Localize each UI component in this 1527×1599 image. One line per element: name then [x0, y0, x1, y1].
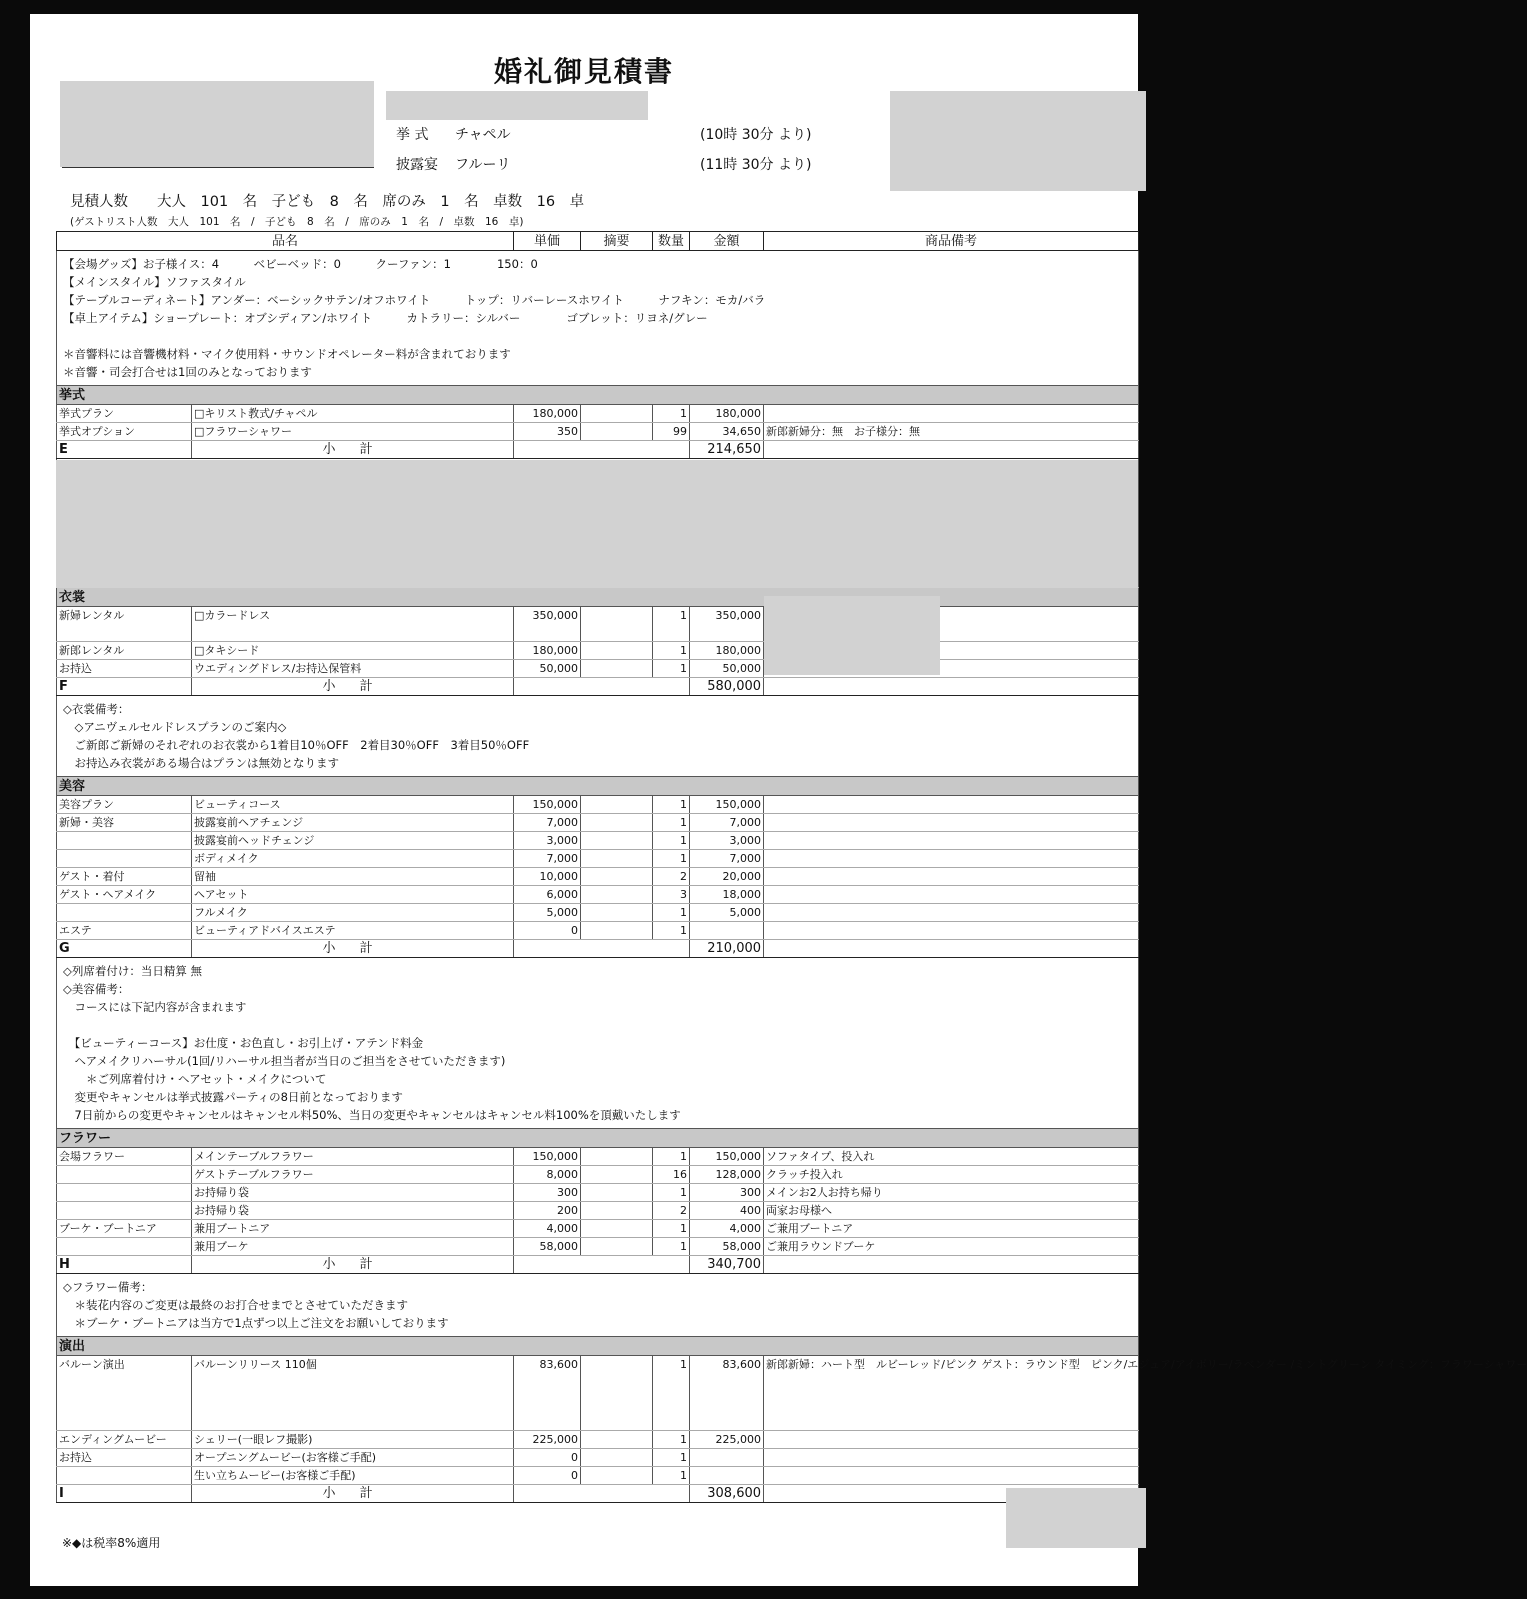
row-remark: クラッチ投入れ	[764, 1166, 1139, 1184]
row-remark	[764, 868, 1139, 886]
row-remark	[764, 796, 1139, 814]
ceremony-venue: チャペル	[455, 127, 511, 143]
row-category: エンディングムービー	[57, 1431, 192, 1449]
row-quantity: 1	[653, 1148, 690, 1166]
row-quantity: 1	[653, 922, 690, 940]
row-amount: 180,000	[690, 405, 764, 423]
tax-footnote: ※◆は税率8%適用	[62, 1536, 161, 1550]
row-category: エステ	[57, 922, 192, 940]
row-amount: 180,000	[690, 642, 764, 660]
table-row	[57, 660, 1139, 678]
table-row	[57, 1220, 1139, 1238]
col-header: 金額	[690, 232, 764, 251]
row-unit-price: 150,000	[514, 796, 581, 814]
reception-label: 披露宴	[396, 157, 438, 173]
table-row	[57, 1431, 1139, 1449]
row-summary	[581, 423, 653, 441]
row-summary	[581, 405, 653, 423]
redacted-block	[60, 81, 374, 167]
row-unit-price: 180,000	[514, 642, 581, 660]
row-category: ブーケ・ブートニア	[57, 1220, 192, 1238]
row-remark: ご兼用ラウンドブーケ	[764, 1238, 1139, 1256]
row-summary	[581, 1184, 653, 1202]
row-category	[57, 1202, 192, 1220]
row-amount: 400	[690, 1202, 764, 1220]
row-quantity: 1	[653, 1449, 690, 1467]
redacted-block	[764, 596, 940, 675]
row-remark	[764, 1467, 1139, 1485]
table-row	[57, 607, 1139, 642]
row-summary	[581, 850, 653, 868]
row-summary	[581, 607, 653, 642]
row-summary	[581, 886, 653, 904]
row-unit-price: 350,000	[514, 607, 581, 642]
row-quantity: 1	[653, 904, 690, 922]
row-quantity: 99	[653, 423, 690, 441]
row-summary	[581, 1220, 653, 1238]
table-row	[57, 1202, 1139, 1220]
row-amount: 58,000	[690, 1238, 764, 1256]
row-category: お持込	[57, 1449, 192, 1467]
row-item: □フラワーシャワー	[192, 423, 514, 441]
row-quantity: 1	[653, 660, 690, 678]
row-quantity: 1	[653, 1184, 690, 1202]
section-title: フラワー	[57, 1129, 1139, 1148]
row-quantity: 1	[653, 1220, 690, 1238]
row-category: ゲスト・ヘアメイク	[57, 886, 192, 904]
row-item: バルーンリリース 110個	[192, 1356, 514, 1431]
ceremony-time: (10時 30分 より)	[700, 127, 812, 143]
row-remark	[764, 1431, 1139, 1449]
section-title: 挙式	[57, 386, 1139, 405]
row-amount	[690, 922, 764, 940]
row-unit-price: 150,000	[514, 1148, 581, 1166]
redacted-block	[56, 460, 1138, 588]
subtotal-label: F	[57, 678, 192, 696]
row-category: お持込	[57, 660, 192, 678]
row-unit-price: 6,000	[514, 886, 581, 904]
col-header: 商品備考	[764, 232, 1139, 251]
redacted-block	[386, 91, 648, 120]
row-summary	[581, 1148, 653, 1166]
row-unit-price: 8,000	[514, 1166, 581, 1184]
row-summary	[581, 660, 653, 678]
row-amount: 83,600	[690, 1356, 764, 1431]
row-item: □キリスト教式/チャペル	[192, 405, 514, 423]
row-category: 新婦レンタル	[57, 607, 192, 642]
subtotal-remark	[764, 678, 1139, 696]
subtotal-row	[57, 940, 1139, 958]
table-row	[57, 814, 1139, 832]
row-summary	[581, 1431, 653, 1449]
subtotal-caption: 小 計	[192, 940, 514, 958]
redacted-block	[890, 91, 1146, 191]
table-row	[57, 1238, 1139, 1256]
row-category: 会場フラワー	[57, 1148, 192, 1166]
row-item: フルメイク	[192, 904, 514, 922]
row-summary	[581, 1467, 653, 1485]
table-row	[57, 1356, 1139, 1431]
subtotal-row	[57, 1485, 1139, 1503]
row-category	[57, 904, 192, 922]
guest-counts-sub: (ゲストリスト人数 大人 101 名 / 子ども 8 名 / 席のみ 1 名 / 卓数 16 卓)	[70, 216, 524, 228]
document-title: 婚礼御見積書	[493, 55, 674, 88]
row-summary	[581, 1449, 653, 1467]
row-remark	[764, 1449, 1139, 1467]
reception-time: (11時 30分 より)	[700, 157, 812, 173]
row-amount: 150,000	[690, 1148, 764, 1166]
row-amount	[690, 1467, 764, 1485]
row-amount: 4,000	[690, 1220, 764, 1238]
col-header: 品名	[57, 232, 514, 251]
section-kyoshiki	[57, 386, 1139, 405]
row-amount: 350,000	[690, 607, 764, 642]
col-header: 単価	[514, 232, 581, 251]
section-notes: ◇フラワー備考： ＊装花内容のご変更は最終のお打合せまでとさせていただきます ＊ブーケ・ブートニアは当方で1点ずつ以上ご注文をお願いしております	[57, 1274, 1139, 1337]
row-unit-price: 0	[514, 1449, 581, 1467]
row-category	[57, 1467, 192, 1485]
table-row	[57, 1166, 1139, 1184]
subtotal-row	[57, 678, 1139, 696]
table-row	[57, 886, 1139, 904]
row-remark: 新郎新婦：ハート型 ルビーレッド/ピンク ゲスト：ラウンド型 ピンク/エジュア/アイボリー/ラベンダー /ミントグリーン タイミング：フラワーシャワー	[764, 1356, 1139, 1431]
row-amount: 225,000	[690, 1431, 764, 1449]
section-notes: ◇列席着付け：当日精算 無 ◇美容備考： コースには下記内容が含まれます 【ビューティーコース】お仕度・お色直し・お引上げ・アテンド料金 ヘアメイクリハーサル(1回/リハーサル担当者が当日のご担当をさせていただきます) ＊ご列席着付け・ヘアセット・メイクについて 変更やキャンセルは挙式披露パーティの8日前となっております 7日前からの変更やキャンセルはキャンセル料50%、当日の変更やキャンセルはキャンセル料100%を頂戴いたします	[57, 958, 1139, 1129]
table-row	[57, 405, 1139, 423]
row-unit-price: 0	[514, 922, 581, 940]
row-unit-price: 4,000	[514, 1220, 581, 1238]
ceremony-label: 挙 式	[396, 127, 429, 143]
row-amount: 50,000	[690, 660, 764, 678]
row-remark	[764, 850, 1139, 868]
row-quantity: 16	[653, 1166, 690, 1184]
row-quantity: 2	[653, 868, 690, 886]
row-item: ウエディングドレス/お持込保管料	[192, 660, 514, 678]
table-row	[57, 796, 1139, 814]
subtotal-remark	[764, 1256, 1139, 1274]
row-unit-price: 200	[514, 1202, 581, 1220]
table-row	[57, 922, 1139, 940]
intro-notes-row	[57, 251, 1139, 386]
row-item: ボディメイク	[192, 850, 514, 868]
row-item: ヘアセット	[192, 886, 514, 904]
row-item: シェリー(一眼レフ撮影)	[192, 1431, 514, 1449]
row-category	[57, 832, 192, 850]
row-summary	[581, 796, 653, 814]
row-unit-price: 58,000	[514, 1238, 581, 1256]
row-quantity: 1	[653, 1356, 690, 1431]
row-quantity: 1	[653, 607, 690, 642]
row-amount: 150,000	[690, 796, 764, 814]
section-title: 演出	[57, 1337, 1139, 1356]
row-category	[57, 850, 192, 868]
row-unit-price: 50,000	[514, 660, 581, 678]
row-remark	[764, 832, 1139, 850]
subtotal-remark	[764, 441, 1139, 459]
subtotal-blank	[514, 441, 690, 459]
row-unit-price: 225,000	[514, 1431, 581, 1449]
section-title: 美容	[57, 777, 1139, 796]
subtotal-label: E	[57, 441, 192, 459]
row-summary	[581, 1356, 653, 1431]
col-header: 数量	[653, 232, 690, 251]
row-summary	[581, 922, 653, 940]
intro-notes: 【会場グッズ】お子様イス：4 ベビーベッド：0 クーファン：1 150：0 【メインスタイル】ソファスタイル 【テーブルコーディネート】アンダー：ベーシックサテン/オフホワイト トップ：リバーレースホワイト ナフキン：モカ/バラ 【卓上アイテム】ショープレート：オブシディアン/ホワイト カトラリー：シルバー ゴブレット：リヨネ/グレー ＊音響料には音響機材料・マイク使用料・サウンドオペレーター料が含まれております ＊音響・司会打合せは1回のみとなっております	[57, 251, 1139, 386]
row-amount: 5,000	[690, 904, 764, 922]
row-amount	[690, 1449, 764, 1467]
row-remark: ソファタイプ、投入れ	[764, 1148, 1139, 1166]
row-item: オープニングムービー(お客様ご手配)	[192, 1449, 514, 1467]
subtotal-blank	[514, 1256, 690, 1274]
row-quantity: 1	[653, 832, 690, 850]
row-item: ビューティアドバイスエステ	[192, 922, 514, 940]
row-category	[57, 1166, 192, 1184]
row-remark: 新郎新婦分：無 お子様分：無	[764, 423, 1139, 441]
row-unit-price: 180,000	[514, 405, 581, 423]
row-item: 披露宴前ヘアチェンジ	[192, 814, 514, 832]
row-summary	[581, 868, 653, 886]
row-amount: 3,000	[690, 832, 764, 850]
row-item: 生い立ちムービー(お客様ご手配)	[192, 1467, 514, 1485]
subtotal-label: H	[57, 1256, 192, 1274]
table-header	[57, 232, 1139, 251]
row-item: ゲストテーブルフラワー	[192, 1166, 514, 1184]
row-item: □タキシード	[192, 642, 514, 660]
row-summary	[581, 1202, 653, 1220]
subtotal-row	[57, 1256, 1139, 1274]
row-remark	[764, 904, 1139, 922]
guest-counts: 見積人数 大人 101 名 子ども 8 名 席のみ 1 名 卓数 16 卓	[70, 194, 585, 210]
row-category: 挙式オプション	[57, 423, 192, 441]
estimate-sheet	[30, 14, 1527, 1586]
row-remark	[764, 886, 1139, 904]
row-summary	[581, 1238, 653, 1256]
section-notes-row	[57, 696, 1139, 777]
row-unit-price: 83,600	[514, 1356, 581, 1431]
row-unit-price: 7,000	[514, 814, 581, 832]
subtotal-amount: 308,600	[690, 1485, 764, 1503]
row-category: 新婦・美容	[57, 814, 192, 832]
table-row	[57, 1467, 1139, 1485]
row-item: □カラードレス	[192, 607, 514, 642]
row-remark: ご兼用ブートニア	[764, 1220, 1139, 1238]
row-remark: 両家お母様へ	[764, 1202, 1139, 1220]
row-category	[57, 1184, 192, 1202]
row-category: ゲスト・着付	[57, 868, 192, 886]
row-item: メインテーブルフラワー	[192, 1148, 514, 1166]
subtotal-label: I	[57, 1485, 192, 1503]
row-unit-price: 5,000	[514, 904, 581, 922]
row-category: バルーン演出	[57, 1356, 192, 1431]
section-notes: ◇衣裳備考： ◇アニヴェルセルドレスプランのご案内◇ ご新郎ご新婦のそれぞれのお衣裳から1着目10％OFF 2着目30％OFF 3着目50％OFF お持込み衣裳がある場合はプランは無効となります	[57, 696, 1139, 777]
row-item: 兼用ブーケ	[192, 1238, 514, 1256]
row-amount: 128,000	[690, 1166, 764, 1184]
subtotal-caption: 小 計	[192, 678, 514, 696]
section-title: 衣裳	[57, 588, 1139, 607]
row-item: お持帰り袋	[192, 1184, 514, 1202]
table-row	[57, 1148, 1139, 1166]
row-quantity: 1	[653, 814, 690, 832]
row-remark	[764, 405, 1139, 423]
table-row	[57, 642, 1139, 660]
table-row	[57, 423, 1139, 441]
section-notes-row	[57, 958, 1139, 1129]
row-unit-price: 3,000	[514, 832, 581, 850]
row-summary	[581, 832, 653, 850]
subtotal-label: G	[57, 940, 192, 958]
row-amount: 20,000	[690, 868, 764, 886]
section-flower	[57, 1129, 1139, 1148]
row-amount: 18,000	[690, 886, 764, 904]
row-unit-price: 350	[514, 423, 581, 441]
col-header: 摘要	[581, 232, 653, 251]
subtotal-amount: 580,000	[690, 678, 764, 696]
table-row	[57, 1184, 1139, 1202]
subtotal-caption: 小 計	[192, 1485, 514, 1503]
redacted-block	[1006, 1488, 1146, 1548]
row-summary	[581, 642, 653, 660]
row-unit-price: 300	[514, 1184, 581, 1202]
table-row	[57, 1449, 1139, 1467]
subtotal-amount: 340,700	[690, 1256, 764, 1274]
row-summary	[581, 1166, 653, 1184]
subtotal-caption: 小 計	[192, 441, 514, 459]
row-quantity: 2	[653, 1202, 690, 1220]
signature-line	[62, 167, 374, 168]
row-category: 挙式プラン	[57, 405, 192, 423]
reception-venue: フルーリ	[455, 157, 511, 173]
row-amount: 7,000	[690, 814, 764, 832]
row-quantity: 1	[653, 850, 690, 868]
row-quantity: 1	[653, 642, 690, 660]
row-item: 留袖	[192, 868, 514, 886]
row-unit-price: 7,000	[514, 850, 581, 868]
section-isho	[57, 588, 1139, 607]
row-amount: 7,000	[690, 850, 764, 868]
row-quantity: 1	[653, 1238, 690, 1256]
row-item: ビューティコース	[192, 796, 514, 814]
row-category: 美容プラン	[57, 796, 192, 814]
row-summary	[581, 904, 653, 922]
estimate-table	[56, 231, 1527, 1503]
subtotal-amount: 210,000	[690, 940, 764, 958]
row-remark	[764, 922, 1139, 940]
row-category: 新郎レンタル	[57, 642, 192, 660]
row-quantity: 3	[653, 886, 690, 904]
section-ensyutsu	[57, 1337, 1139, 1356]
row-category	[57, 1238, 192, 1256]
row-remark	[764, 814, 1139, 832]
subtotal-row	[57, 441, 1139, 459]
row-amount: 34,650	[690, 423, 764, 441]
table-row	[57, 904, 1139, 922]
subtotal-blank	[514, 940, 690, 958]
row-quantity: 1	[653, 1467, 690, 1485]
row-item: お持帰り袋	[192, 1202, 514, 1220]
section-biyo	[57, 777, 1139, 796]
table-row	[57, 868, 1139, 886]
table-row	[57, 850, 1139, 868]
row-amount: 300	[690, 1184, 764, 1202]
row-quantity: 1	[653, 796, 690, 814]
subtotal-caption: 小 計	[192, 1256, 514, 1274]
table-row	[57, 832, 1139, 850]
row-summary	[581, 814, 653, 832]
subtotal-blank	[514, 678, 690, 696]
subtotal-blank	[514, 1485, 690, 1503]
subtotal-amount: 214,650	[690, 441, 764, 459]
row-item: 披露宴前ヘッドチェンジ	[192, 832, 514, 850]
row-item: 兼用ブートニア	[192, 1220, 514, 1238]
row-unit-price: 10,000	[514, 868, 581, 886]
row-unit-price: 0	[514, 1467, 581, 1485]
row-quantity: 1	[653, 1431, 690, 1449]
subtotal-remark	[764, 940, 1139, 958]
row-remark: メインお2人お持ち帰り	[764, 1184, 1139, 1202]
row-quantity: 1	[653, 405, 690, 423]
section-notes-row	[57, 1274, 1139, 1337]
